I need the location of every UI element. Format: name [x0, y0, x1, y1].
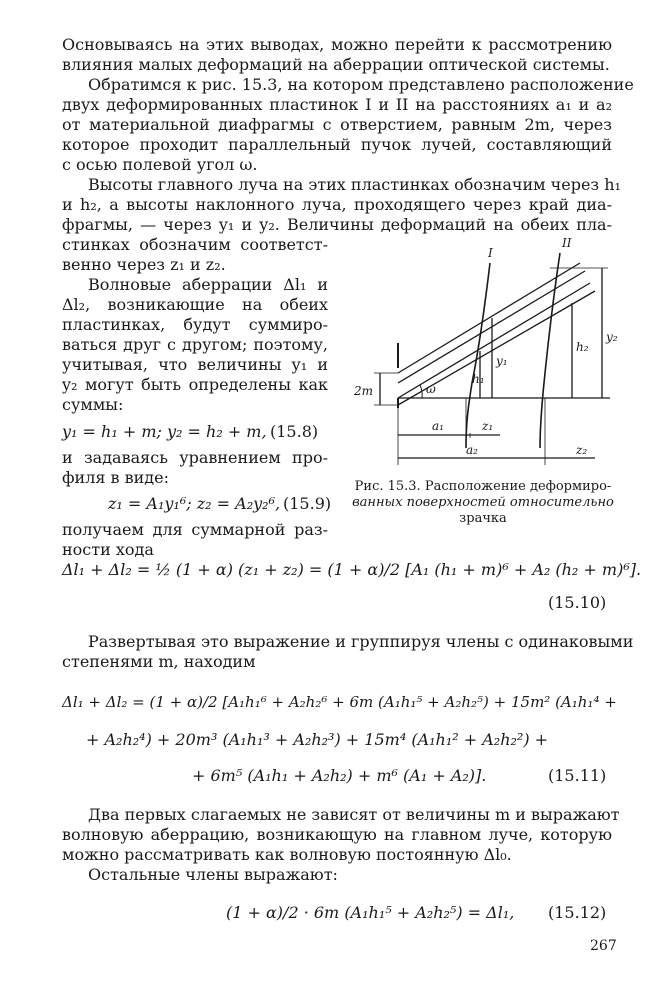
text-line: влияния малых деформаций на аберрации оптической системы.	[62, 55, 610, 74]
text-line: Основываясь на этих выводах, можно перейти к рассмотрению	[62, 35, 612, 54]
label-z2: z₂	[576, 443, 588, 457]
equation-15-11-line2: + A₂h₂⁴) + 20m³ (A₁h₁³ + A₂h₂³) + 15m⁴ (A₁h₁² + A₂h₂²) +	[86, 730, 549, 749]
text-line: ваться друг с другом; поэтому,	[62, 335, 328, 354]
text-line: Δl₂, возникающие на обеих	[62, 295, 328, 314]
text-line: которое проходит параллельный пучок лучей, составляющий	[62, 135, 612, 154]
text-line: Развертывая это выражение и группируя члены с одинаковыми	[88, 632, 634, 651]
text-line: y₂ могут быть определены как	[62, 375, 328, 394]
equation-number: (15.9)	[283, 494, 332, 513]
text-line: от материальной диафрагмы с отверстием, равным 2m, через	[62, 115, 612, 134]
equation-15-10: Δl₁ + Δl₂ = ½ (1 + α) (z₁ + z₂) = (1 + α)/2 [A₁ (h₁ + m)⁶ + A₂ (h₂ + m)⁶].	[62, 560, 642, 579]
text-line: Остальные члены выражают:	[88, 865, 338, 884]
text-line: стинках обозначим соответст-	[62, 235, 328, 254]
label-h2: h₂	[576, 340, 589, 354]
text-line: степенями m, находим	[62, 652, 256, 671]
equation-15-11-line3: + 6m⁵ (A₁h₁ + A₂h₂) + m⁶ (A₁ + A₂)].	[192, 766, 487, 785]
label-y1: y₁	[496, 354, 508, 368]
figure-caption: зрачка	[459, 511, 507, 526]
equation-number: (15.12)	[548, 903, 607, 922]
label-a1: a₁	[432, 419, 444, 433]
equation-number: (15.10)	[548, 593, 607, 612]
text-line: Волновые аберрации Δl₁ и	[88, 275, 328, 294]
label-2m: 2m	[354, 384, 374, 398]
text-line: и h₂, а высоты наклонного луча, проходящего через край диа-	[62, 195, 612, 214]
text-line: фрагмы, — через y₁ и y₂. Величины деформаций на обеих пла-	[62, 215, 612, 234]
label-h1: h₁	[472, 372, 485, 386]
text-line: ности хода	[62, 540, 154, 559]
label-a2: a₂	[466, 443, 478, 457]
label-z1: z₁	[482, 419, 494, 433]
label-plate-II: II	[562, 236, 572, 250]
equation-15-11-line1: Δl₁ + Δl₂ = (1 + α)/2 [A₁h₁⁶ + A₂h₂⁶ + 6m (A₁h₁⁵ + A₂h₂⁵) + 15m² (A₁h₁⁴ +	[62, 693, 617, 711]
text-line: и задаваясь уравнением про-	[62, 448, 328, 467]
text-line: учитывая, что величины y₁ и	[62, 355, 328, 374]
text-line: волновую аберрацию, возникающую на главном луче, которую	[62, 825, 612, 844]
figure-caption: ванных поверхностей относительно	[352, 495, 614, 510]
page-number: 267	[590, 938, 617, 954]
equation-15-9: z₁ = A₁y₁⁶; z₂ = A₂y₂⁶,	[108, 494, 281, 513]
figure-15-3-diagram	[340, 233, 630, 473]
figure-caption: Рис. 15.3. Расположение деформиро-	[354, 479, 612, 494]
text-line: с осью полевой угол ω.	[62, 155, 258, 174]
equation-number: (15.8)	[270, 422, 319, 441]
equation-number: (15.11)	[548, 766, 607, 785]
label-omega: ω	[426, 382, 436, 396]
text-line: получаем для суммарной раз-	[62, 520, 328, 539]
text-line: Обратимся к рис. 15.3, на котором представлено расположение	[88, 75, 634, 94]
text-line: венно через z₁ и z₂.	[62, 255, 226, 274]
text-line: можно рассматривать как волновую постоянную Δl₀.	[62, 845, 512, 864]
text-line: филя в виде:	[62, 468, 170, 487]
text-line: суммы:	[62, 395, 124, 414]
text-line: двух деформированных пластинок I и II на расстояниях a₁ и a₂	[62, 95, 612, 114]
text-line: пластинках, будут суммиро-	[62, 315, 328, 334]
equation-15-12: (1 + α)/2 · 6m (A₁h₁⁵ + A₂h₂⁵) = Δl₁,	[226, 903, 515, 922]
label-plate-I: I	[488, 246, 493, 260]
text-line: Высоты главного луча на этих пластинках обозначим через h₁	[88, 175, 621, 194]
text-line: Два первых слагаемых не зависят от величины m и выражают	[88, 805, 620, 824]
equation-15-8: y₁ = h₁ + m; y₂ = h₂ + m,	[62, 422, 267, 441]
label-y2: y₂	[606, 330, 618, 344]
